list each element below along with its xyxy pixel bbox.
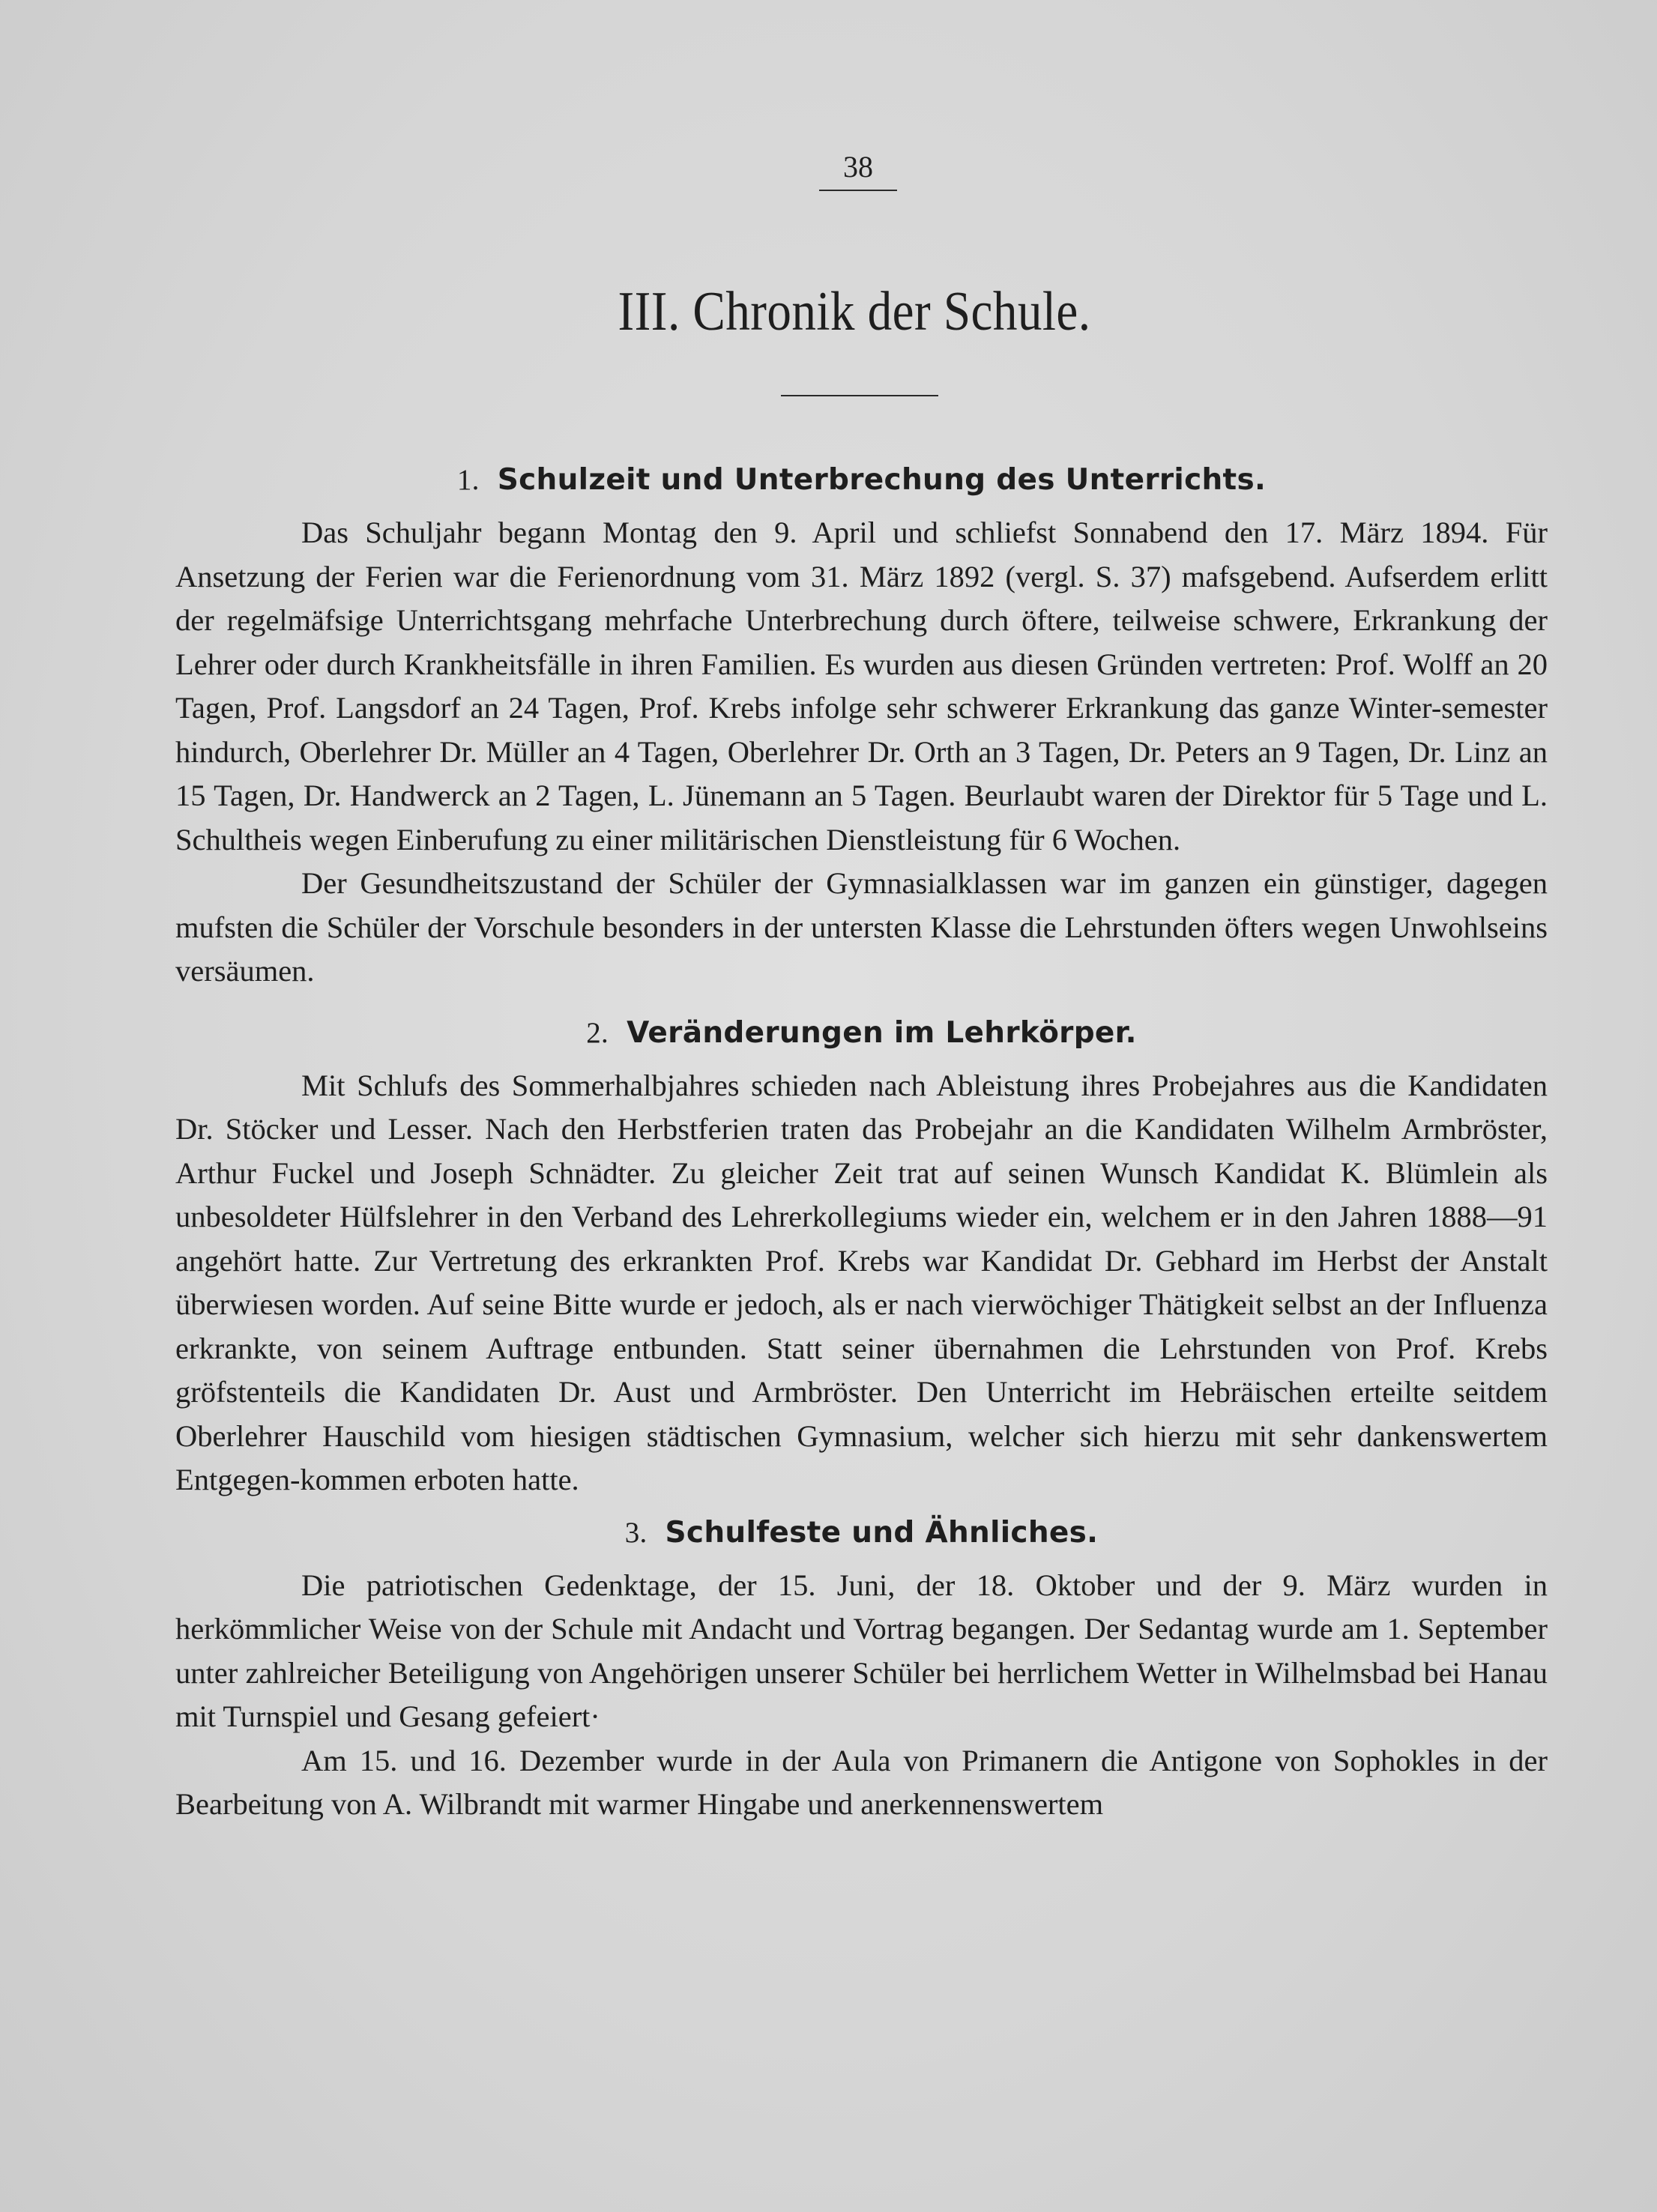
section-heading-1 bbox=[175, 450, 1548, 511]
section-number: 2. bbox=[586, 1016, 609, 1049]
paragraph: Das Schuljahr begann Montag den 9. April und schliefst Sonnabend den 17. März 1894. Für Ansetzung der Ferien war die Ferienordnung vom 31. März 1892 (vergl. S. 37) mafsgebend. Aufserdem erlitt der regelmäfsige Unterrichtsgang mehrfache Unterbrechung durch öftere, teilweise schwere, Erkrankung der Lehrer oder durch Krankheitsfälle in ihren Familien. Es wurden aus diesen Gründen vertreten: Prof. Wolff an 20 Tagen, Prof. Langsdorf an 24 Tagen, Prof. Krebs infolge sehr schwerer Erkrankung das ganze Winter-semester hindurch, Oberlehrer Dr. Müller an 4 Tagen, Oberlehrer Dr. Orth an 3 Tagen, Dr. Peters an 9 Tagen, Dr. Linz an 15 Tagen, Dr. Handwerck an 2 Tagen, L. Jünemann an 5 Tagen. Beurlaubt waren der Direktor für 5 Tage und L. Schultheis wegen Einberufung zu einer militärischen Dienstleistung für 6 Wochen. bbox=[175, 516, 1548, 856]
paragraph: Der Gesundheitszustand der Schüler der Gymnasialklassen war im ganzen ein günstiger, dagegen mufsten die Schüler der Vorschule besonders in der untersten Klasse die Lehrstunden öfters wegen Unwohlseins versäumen. bbox=[175, 866, 1548, 988]
section-number: 1. bbox=[456, 464, 480, 496]
section-heading-2 bbox=[175, 1003, 1548, 1064]
section-number: 3. bbox=[624, 1516, 648, 1549]
section-title: Schulzeit und Unterbrechung des Unterrichts. bbox=[497, 463, 1267, 497]
paragraph: Am 15. und 16. Dezember wurde in der Aula von Primanern die Antigone von Sophokles in der Bearbeitung von A. Wilbrandt mit warmer Hingabe und anerkennenswertem bbox=[175, 1743, 1548, 1821]
body-text bbox=[175, 450, 1548, 1827]
page-number-rule bbox=[819, 190, 897, 191]
title-rule bbox=[781, 395, 938, 396]
section-title: Schulfeste und Ähnliches. bbox=[665, 1515, 1099, 1550]
paragraph: Mit Schlufs des Sommerhalbjahres schieden nach Ableistung ihres Probejahres aus die Kandidaten Dr. Stöcker und Lesser. Nach den Herbstferien traten das Probejahr an die Kandidaten Wilhelm Armbröster, Arthur Fuckel und Joseph Schnädter. Zu gleicher Zeit trat auf seinen Wunsch Kandidat K. Blümlein als unbesoldeter Hülfslehrer in den Verband des Lehrerkollegiums wieder ein, welchem er in den Jahren 1888—91 angehört hatte. Zur Vertretung des erkrankten Prof. Krebs war Kandidat Dr. Gebhard im Herbst der Anstalt überwiesen worden. Auf seine Bitte wurde er jedoch, als er nach vierwöchiger Thätigkeit selbst an der Influenza erkrankte, von seinem Auftrage entbunden. Statt seiner übernahmen die Lehrstunden von Prof. Krebs gröfstenteils die Kandidaten Dr. Aust und Armbröster. Den Unterricht im Hebräischen erteilte seitdem Oberlehrer Hauschild vom hiesigen städtischen Gymnasium, welcher sich hierzu mit sehr dankenswertem Entgegen-kommen erboten hatte. bbox=[175, 1068, 1548, 1496]
chapter-title: III. Chronik der Schule. bbox=[618, 281, 1091, 342]
section-heading-3 bbox=[175, 1502, 1548, 1564]
section-title: Veränderungen im Lehrkörper. bbox=[627, 1015, 1137, 1050]
page-number: 38 bbox=[843, 150, 873, 184]
paragraph: Die patriotischen Gedenktage, der 15. Juni, der 18. Oktober und der 9. März wurden in herkömmlicher Weise von der Schule mit Andacht und Vortrag begangen. Der Sedantag wurde am 1. September unter zahlreicher Beteiligung von Angehörigen unserer Schüler bei herrlichem Wetter in Wilhelmsbad bei Hanau mit Turnspiel und Gesang gefeiert· bbox=[175, 1568, 1548, 1733]
